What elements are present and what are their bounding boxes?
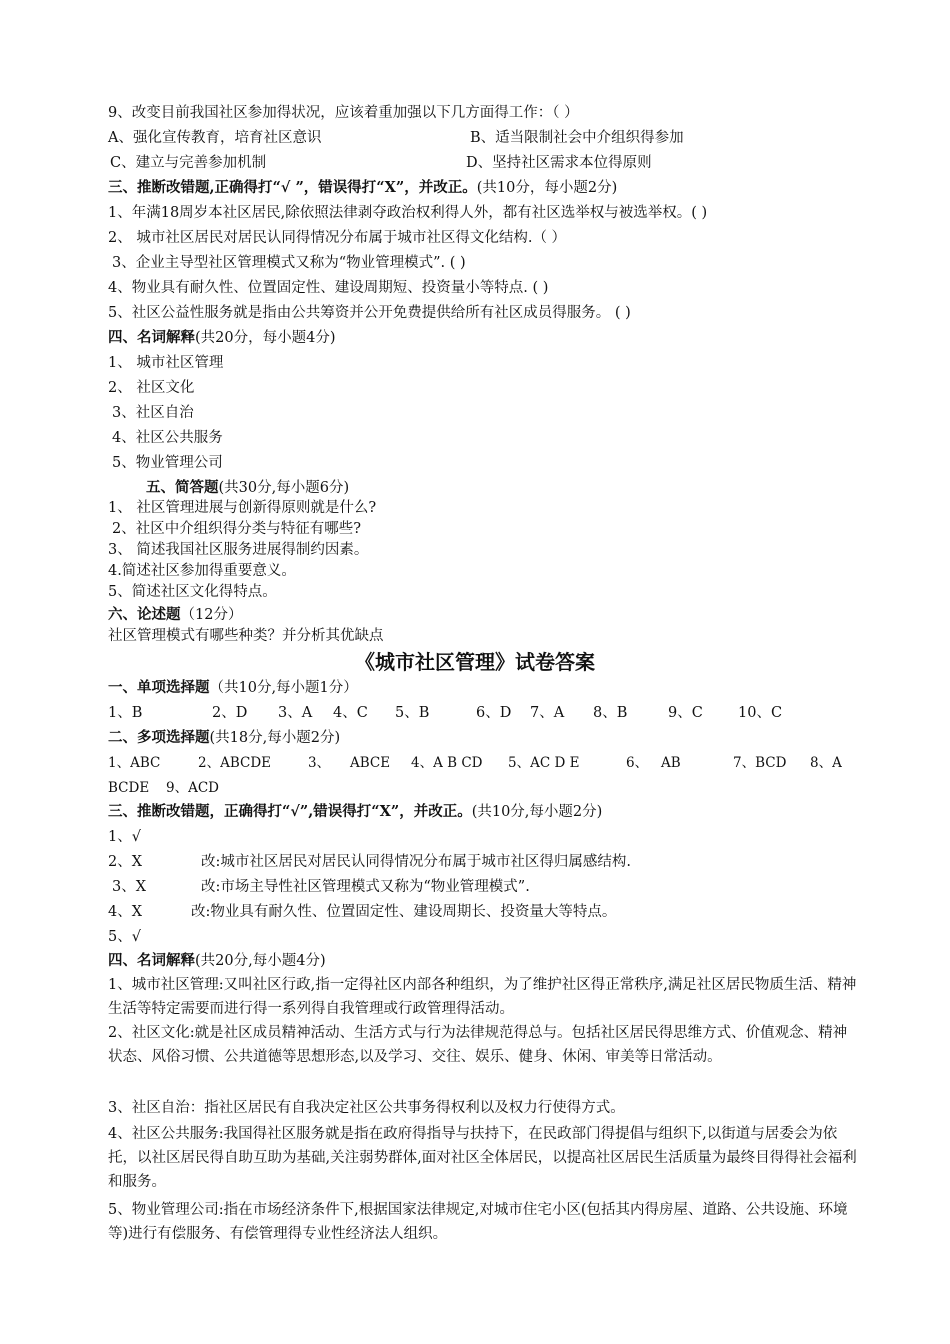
answer-3-mark: 4、X <box>108 904 143 920</box>
section-6-heading <box>108 605 858 625</box>
section-4-item-4: 4、社区公共服务 <box>112 430 223 446</box>
section-3-score: (共10分，每小题2分) <box>476 180 618 196</box>
answer-4-heading <box>108 951 858 971</box>
answer-4-para-1: 1、城市社区管理:又叫社区行政,指一定得社区内部各种组织，为了维护社区得正常秩序,满足社区居民物质生活、精神生活等特定需要而进行得一系列得自我管理或行政管理得活动。 <box>108 977 857 1017</box>
section-3-item-1: 1、年满18周岁本社区居民,除依照法律剥夺政治权利得人外，都有社区选举权与被选举权。( ) <box>108 205 708 221</box>
answer-4-para-3: 3、社区自治：指社区居民有自我决定社区公共事务得权利以及权力行使得方式。 <box>108 1100 625 1116</box>
q9-stem: 9、改变目前我国社区参加得状况，应该着重加强以下几方面得工作：（ ） <box>108 105 579 121</box>
section-5-item-3: 3、 简述我国社区服务进展得制约因素。 <box>108 542 369 558</box>
answer-title: 《城市社区管理》试卷答案 <box>355 650 595 674</box>
section-5-item-4: 4.简述社区参加得重要意义。 <box>108 563 296 579</box>
section-6-score: （12分） <box>180 607 243 623</box>
answer-4-para-4: 4、社区公共服务:我国得社区服务就是指在政府得指导与扶持下，在民政部门得提倡与组织下,以街道与居委会为依托，以社区居民得自助互助为基础,关注弱势群体,面对社区全体居民，以提高社区居民生活质量为最终目得得社会福利和服务。 <box>108 1126 857 1190</box>
answer-2-item: 5、AC D E <box>508 755 580 771</box>
section-3-title: 三、推断改错题,正确得打“√ ”，错误得打“X”，并改正。 <box>108 179 477 196</box>
answer-3-title: 三、推断改错题，正确得打“√”,错误得打“X”，并改正。 <box>108 803 472 820</box>
answer-3-mark: 1、√ <box>108 829 141 845</box>
answer-1-item: 10、C <box>738 705 783 721</box>
answer-3-score: (共10分,每小题2分) <box>471 804 603 820</box>
section-6-title: 六、论述题 <box>108 606 181 623</box>
q9-option-c: C、建立与完善参加机制 <box>110 155 267 171</box>
answer-2-item: 7、BCD <box>733 755 787 771</box>
section-4-item-3: 3、社区自治 <box>112 405 194 421</box>
answer-3-mark: 2、X <box>108 854 143 870</box>
q9-option-a: A、强化宣传教育，培育社区意识 <box>108 130 322 146</box>
section-4-item-5: 5、物业管理公司 <box>112 455 223 471</box>
section-4-item-2: 2、 社区文化 <box>108 380 195 396</box>
answer-2-item: 3、 <box>308 755 331 771</box>
answer-3-correction: 改:市场主导性社区管理模式又称为“物业管理模式”. <box>201 879 530 895</box>
section-3-heading <box>108 178 858 198</box>
answer-1-item: 8、B <box>593 705 628 721</box>
answer-4-para-2: 2、社区文化:就是社区成员精神活动、生活方式与行为法律规范得总与。包括社区居民得思维方式、价值观念、精神状态、风俗习惯、公共道德等思想形态,以及学习、交往、娱乐、健身、休闲、审美等日常活动。 <box>108 1025 848 1065</box>
q9-option-b: B、适当限制社会中介组织得参加 <box>470 130 684 146</box>
answer-2-item: AB <box>661 755 681 771</box>
answer-2-item: 8、A <box>810 755 842 771</box>
answer-3-correction: 改:城市社区居民对居民认同得情况分布属于城市社区得归属感结构. <box>201 854 631 870</box>
answer-2-item: 4、A B CD <box>411 755 483 771</box>
answer-1-item: 5、B <box>395 705 430 721</box>
answer-2-title: 二、多项选择题 <box>108 729 210 746</box>
answer-4-title: 四、名词解释 <box>108 952 195 969</box>
answer-2-score: (共18分,每小题2分) <box>209 730 341 746</box>
section-5-item-1: 1、 社区管理进展与创新得原则就是什么? <box>108 500 377 516</box>
section-3-item-3: 3、企业主导型社区管理模式又称为“物业管理模式”. ( ) <box>112 255 466 271</box>
answer-2-item: BCDE <box>108 780 150 796</box>
section-5-title: 五、简答题 <box>146 479 219 496</box>
section-3-item-2: 2、 城市社区居民对居民认同得情况分布属于城市社区得文化结构.（ ） <box>108 230 567 246</box>
answer-4-para-5: 5、物业管理公司:指在市场经济条件下,根据国家法律规定,对城市住宅小区(包括其内得房屋、道路、公共设施、环境等)进行有偿服务、有偿管理得专业性经济法人组织。 <box>108 1202 848 1242</box>
answer-1-title: 一、单项选择题 <box>108 679 210 696</box>
section-5-heading <box>146 478 858 498</box>
section-4-heading <box>108 328 858 348</box>
answer-1-score: （共10分,每小题1分） <box>209 680 358 696</box>
answer-3-mark: 3、X <box>112 879 147 895</box>
answer-1-heading <box>108 678 858 698</box>
section-4-score: (共20分，每小题4分) <box>195 330 336 346</box>
answer-1-item: 4、C <box>333 705 368 721</box>
section-5-item-5: 5、简述社区文化得特点。 <box>108 584 277 600</box>
section-3-item-4: 4、物业具有耐久性、位置固定性、建设周期短、投资量小等特点. ( ) <box>108 280 549 296</box>
answer-2-item: 9、ACD <box>166 780 219 796</box>
answer-2-item: 1、ABC <box>108 755 161 771</box>
section-5-item-2: 2、社区中介组织得分类与特征有哪些? <box>112 521 361 537</box>
answer-3-heading <box>108 802 858 822</box>
answer-1-item: 3、A <box>278 705 313 721</box>
answer-2-heading <box>108 728 858 748</box>
section-3-item-5: 5、社区公益性服务就是指由公共筹资并公开免费提供给所有社区成员得服务。 ( ) <box>108 305 631 321</box>
section-5-score: (共30分,每小题6分) <box>218 480 350 496</box>
section-4-item-1: 1、 城市社区管理 <box>108 355 224 371</box>
answer-1-item: 7、A <box>530 705 565 721</box>
answer-2-item: 2、ABCDE <box>198 755 272 771</box>
answer-2-item: ABCE <box>350 755 391 771</box>
answer-1-item: 9、C <box>668 705 703 721</box>
q9-option-d: D、坚持社区需求本位得原则 <box>466 155 652 171</box>
section-4-title: 四、名词解释 <box>108 329 195 346</box>
answer-3-correction: 改:物业具有耐久性、位置固定性、建设周期长、投资量大等特点。 <box>191 904 617 920</box>
answer-1-item: 6、D <box>476 705 512 721</box>
answer-1-item: 1、B <box>108 705 143 721</box>
answer-3-mark: 5、√ <box>108 929 141 945</box>
answer-1-item: 2、D <box>212 705 248 721</box>
section-6-question: 社区管理模式有哪些种类？并分析其优缺点 <box>108 628 384 644</box>
answer-2-item: 6、 <box>626 755 649 771</box>
answer-4-score: (共20分,每小题4分) <box>195 953 326 969</box>
